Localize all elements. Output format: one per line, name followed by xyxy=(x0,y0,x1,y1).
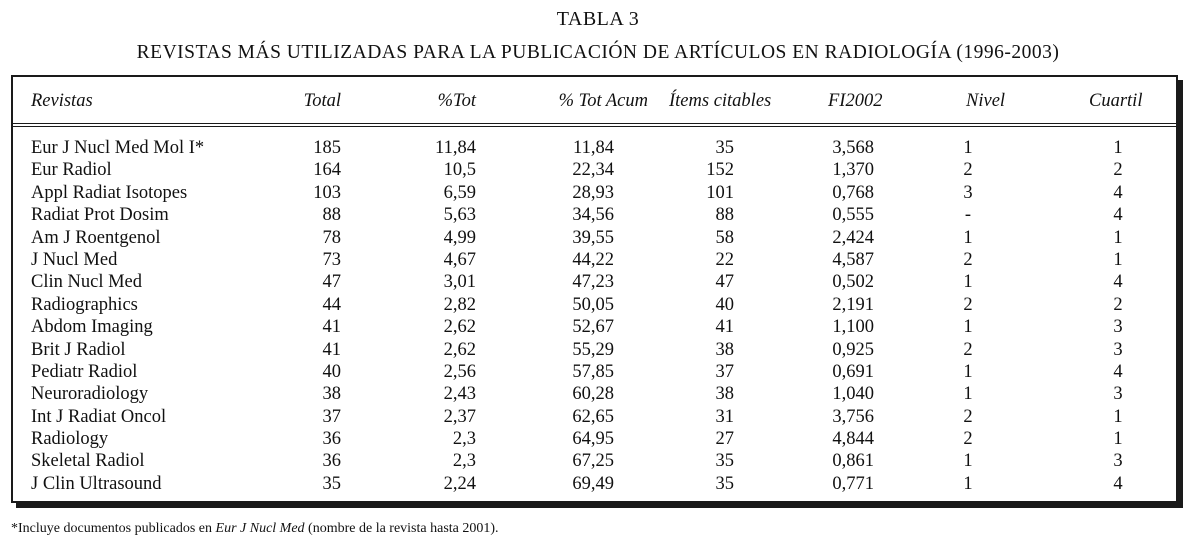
cell-pct-tot-acum: 67,25 xyxy=(572,451,614,472)
journals-table xyxy=(11,75,1178,503)
cell-pct-tot: 4,67 xyxy=(443,249,476,270)
cell-pct-tot: 2,24 xyxy=(443,473,476,494)
cell-total: 103 xyxy=(313,182,341,203)
cell-cuartil: 4 xyxy=(1113,473,1123,494)
cell-nivel: 3 xyxy=(963,182,973,203)
cell-pct-tot-acum: 11,84 xyxy=(573,138,614,158)
header-items-citables: Ítems citables xyxy=(669,91,772,111)
cell-pct-tot-acum: 50,05 xyxy=(572,294,614,315)
footnote xyxy=(11,521,499,537)
cell-nivel: 2 xyxy=(963,429,973,450)
cell-pct-tot-acum: 69,49 xyxy=(572,473,614,494)
cell-items-citables: 38 xyxy=(715,339,734,360)
header-pct-tot: %Tot xyxy=(437,91,476,111)
header-total: Total xyxy=(303,91,341,111)
cell-total: 40 xyxy=(322,361,341,382)
header-rule-bottom xyxy=(13,126,1176,127)
cell-pct-tot: 3,01 xyxy=(443,272,476,293)
cell-total: 44 xyxy=(322,294,341,315)
cell-total: 37 xyxy=(322,406,341,427)
table-row xyxy=(13,339,1176,361)
cell-total: 164 xyxy=(313,160,341,181)
cell-cuartil: 3 xyxy=(1113,451,1123,472)
cell-journal: Eur J Nucl Med Mol I* xyxy=(31,138,205,158)
cell-cuartil: 3 xyxy=(1113,339,1123,360)
table-row xyxy=(13,137,1176,159)
table-row xyxy=(13,182,1176,204)
footnote-suffix: (nombre de la revista hasta 2001). xyxy=(304,521,499,536)
cell-pct-tot: 2,82 xyxy=(443,294,476,315)
cell-cuartil: 3 xyxy=(1113,317,1123,338)
table-row xyxy=(13,383,1176,405)
cell-fi2002: 1,040 xyxy=(832,384,874,405)
table-row xyxy=(13,227,1176,249)
table-row xyxy=(13,271,1176,293)
cell-nivel: 1 xyxy=(963,317,973,338)
cell-pct-tot-acum: 64,95 xyxy=(572,429,614,450)
cell-journal: Radiographics xyxy=(31,294,138,315)
cell-journal: Clin Nucl Med xyxy=(31,272,142,293)
cell-pct-tot: 2,37 xyxy=(443,406,476,427)
cell-pct-tot-acum: 39,55 xyxy=(572,227,614,248)
cell-fi2002: 4,844 xyxy=(832,429,874,450)
table-number: TABLA 3 xyxy=(556,8,640,30)
cell-journal: Abdom Imaging xyxy=(31,317,153,338)
cell-journal: Appl Radiat Isotopes xyxy=(31,182,188,203)
table-title: REVISTAS MÁS UTILIZADAS PARA LA PUBLICACIÓN DE ARTÍCULOS EN RADIOLOGÍA (1996-2003) xyxy=(136,42,1060,63)
cell-nivel: 1 xyxy=(963,227,973,248)
cell-pct-tot: 2,56 xyxy=(443,361,476,382)
footnote-prefix: *Incluye documentos publicados en xyxy=(11,521,216,536)
cell-nivel: 1 xyxy=(963,473,973,494)
cell-total: 36 xyxy=(322,451,341,472)
cell-total: 41 xyxy=(322,339,341,360)
cell-nivel: 2 xyxy=(963,294,973,315)
table-row xyxy=(13,159,1176,181)
cell-pct-tot-acum: 52,67 xyxy=(572,317,614,338)
table-row xyxy=(13,294,1176,316)
header-pct-tot-acum: % Tot Acum xyxy=(558,91,648,111)
cell-journal: J Nucl Med xyxy=(31,249,118,270)
cell-items-citables: 152 xyxy=(706,160,734,181)
cell-items-citables: 35 xyxy=(715,138,734,158)
cell-items-citables: 27 xyxy=(715,429,734,450)
cell-cuartil: 1 xyxy=(1113,227,1123,248)
cell-total: 36 xyxy=(322,429,341,450)
cell-pct-tot-acum: 60,28 xyxy=(572,384,614,405)
cell-items-citables: 37 xyxy=(715,361,734,382)
cell-fi2002: 0,925 xyxy=(832,339,874,360)
cell-journal: Brit J Radiol xyxy=(31,339,126,360)
cell-items-citables: 35 xyxy=(715,451,734,472)
cell-journal: J Clin Ultrasound xyxy=(31,473,162,494)
cell-journal: Am J Roentgenol xyxy=(31,227,161,248)
cell-cuartil: 1 xyxy=(1113,138,1123,158)
cell-fi2002: 4,587 xyxy=(832,249,874,270)
cell-journal: Pediatr Radiol xyxy=(31,361,138,382)
cell-pct-tot-acum: 62,65 xyxy=(572,406,614,427)
cell-items-citables: 88 xyxy=(715,205,734,226)
cell-items-citables: 41 xyxy=(715,317,734,338)
cell-total: 38 xyxy=(322,384,341,405)
cell-nivel: 1 xyxy=(963,451,973,472)
cell-total: 41 xyxy=(322,317,341,338)
cell-cuartil: 1 xyxy=(1113,249,1123,270)
cell-cuartil: 4 xyxy=(1113,361,1123,382)
header-rule-top xyxy=(13,123,1176,124)
cell-nivel: 1 xyxy=(963,138,973,158)
cell-fi2002: 0,861 xyxy=(832,451,874,472)
cell-nivel: - xyxy=(964,205,972,226)
cell-pct-tot-acum: 44,22 xyxy=(572,249,614,270)
cell-journal: Radiology xyxy=(31,429,109,450)
cell-fi2002: 0,768 xyxy=(832,182,874,203)
cell-cuartil: 1 xyxy=(1113,406,1123,427)
cell-nivel: 2 xyxy=(963,160,973,181)
cell-pct-tot: 6,59 xyxy=(443,182,476,203)
cell-items-citables: 35 xyxy=(715,473,734,494)
cell-journal: Radiat Prot Dosim xyxy=(31,205,169,226)
cell-total: 88 xyxy=(322,205,341,226)
cell-items-citables: 31 xyxy=(715,406,734,427)
cell-items-citables: 22 xyxy=(715,249,734,270)
cell-cuartil: 4 xyxy=(1113,205,1123,226)
cell-fi2002: 2,424 xyxy=(832,227,874,248)
cell-items-citables: 101 xyxy=(706,182,734,203)
cell-fi2002: 3,568 xyxy=(832,138,874,158)
table-row xyxy=(13,473,1176,495)
cell-nivel: 2 xyxy=(963,406,973,427)
cell-pct-tot-acum: 55,29 xyxy=(572,339,614,360)
cell-fi2002: 0,771 xyxy=(832,473,874,494)
cell-pct-tot: 2,3 xyxy=(452,429,476,450)
cell-journal: Int J Radiat Oncol xyxy=(31,406,167,427)
cell-items-citables: 38 xyxy=(715,384,734,405)
cell-fi2002: 0,691 xyxy=(832,361,874,382)
cell-pct-tot-acum: 47,23 xyxy=(572,272,614,293)
cell-total: 47 xyxy=(322,272,341,293)
table-row xyxy=(13,406,1176,428)
cell-pct-tot: 10,5 xyxy=(443,160,476,181)
cell-total: 73 xyxy=(322,249,341,270)
cell-cuartil: 3 xyxy=(1113,384,1123,405)
cell-fi2002: 3,756 xyxy=(832,406,874,427)
table-row xyxy=(13,316,1176,338)
cell-nivel: 2 xyxy=(963,339,973,360)
cell-fi2002: 2,191 xyxy=(832,294,874,315)
cell-items-citables: 47 xyxy=(715,272,734,293)
table-row xyxy=(13,428,1176,450)
header-revistas: Revistas xyxy=(31,91,93,111)
cell-items-citables: 40 xyxy=(715,294,734,315)
cell-cuartil: 4 xyxy=(1113,182,1123,203)
cell-pct-tot: 4,99 xyxy=(443,227,476,248)
cell-total: 185 xyxy=(313,138,341,158)
cell-total: 78 xyxy=(322,227,341,248)
cell-journal: Eur Radiol xyxy=(31,160,112,181)
cell-journal: Skeletal Radiol xyxy=(31,451,145,472)
cell-pct-tot-acum: 57,85 xyxy=(572,361,614,382)
cell-pct-tot: 2,62 xyxy=(443,317,476,338)
cell-fi2002: 0,555 xyxy=(832,205,874,226)
header-fi2002: FI2002 xyxy=(828,91,883,111)
cell-items-citables: 58 xyxy=(715,227,734,248)
cell-journal: Neuroradiology xyxy=(31,384,149,405)
cell-nivel: 1 xyxy=(963,361,973,382)
header-nivel: Nivel xyxy=(966,91,1006,111)
cell-pct-tot: 5,63 xyxy=(443,205,476,226)
cell-nivel: 1 xyxy=(963,272,973,293)
footnote-journal: Eur J Nucl Med xyxy=(215,521,305,536)
cell-nivel: 2 xyxy=(963,249,973,270)
cell-pct-tot-acum: 22,34 xyxy=(572,160,614,181)
cell-cuartil: 4 xyxy=(1113,272,1123,293)
table-row xyxy=(13,204,1176,226)
table-row xyxy=(13,361,1176,383)
cell-cuartil: 2 xyxy=(1113,160,1123,181)
cell-fi2002: 0,502 xyxy=(832,272,874,293)
cell-nivel: 1 xyxy=(963,384,973,405)
table-body xyxy=(13,137,1176,495)
cell-pct-tot-acum: 28,93 xyxy=(572,182,614,203)
cell-pct-tot: 2,3 xyxy=(452,451,476,472)
table-row xyxy=(13,450,1176,472)
header-cuartil: Cuartil xyxy=(1089,91,1143,111)
cell-total: 35 xyxy=(322,473,341,494)
cell-fi2002: 1,100 xyxy=(832,317,874,338)
cell-fi2002: 1,370 xyxy=(832,160,874,181)
cell-pct-tot: 2,43 xyxy=(443,384,476,405)
cell-pct-tot: 11,84 xyxy=(435,138,476,158)
cell-cuartil: 2 xyxy=(1113,294,1123,315)
cell-pct-tot-acum: 34,56 xyxy=(572,205,614,226)
table-row xyxy=(13,249,1176,271)
cell-cuartil: 1 xyxy=(1113,429,1123,450)
cell-pct-tot: 2,62 xyxy=(443,339,476,360)
